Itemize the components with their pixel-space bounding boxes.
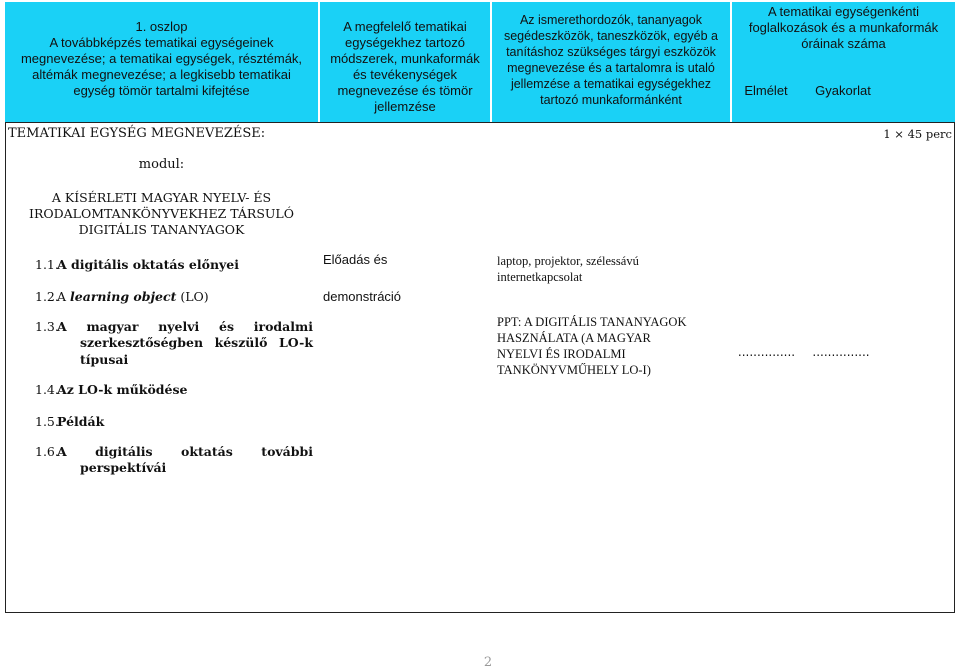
header-theory: Elmélet [744,83,788,98]
practice-hours-placeholder: ............... [812,345,870,359]
header-cell-tools [492,2,730,122]
header-line: megnevezése és a tartalomra is utaló [507,61,715,75]
method-line: Előadás és [323,252,388,267]
header-line: foglalkozások és a munkaformák [748,20,939,35]
equipment-line: laptop, projektor, szélessávú [497,254,639,268]
equipment-line: internetkapcsolat [497,270,583,284]
topic-number: 1.6. [35,444,59,459]
material-line: TANKÖNYVMŰHELY LO-I) [497,363,651,377]
topic-number: 1.2. [35,289,59,304]
topic-text: Az LO-k működése [57,382,188,397]
topic-text: típusai [80,352,129,367]
unit-duration: 1 × 45 perc [883,127,952,141]
header-line: jellemzése a tematikai egységekhez [510,77,712,91]
header-line: módszerek, munkaformák [330,51,480,66]
header-line: és tevékenységek [352,67,458,82]
header-cell-methods [320,2,490,122]
topic-text-post: (LO) [176,289,209,304]
topic-text: szerkesztőségben készülő LO-k [80,335,313,350]
topic-text [57,289,209,305]
page-number: 2 [483,655,493,670]
header-line: megnevezése és tömör [337,83,473,98]
theory-hours-placeholder: ............... [737,345,796,359]
topic-text: perspektívái [80,460,167,475]
header-line: A megfelelő tematikai [343,19,467,34]
header-line: segédeszközök, taneszközök, egyéb a [503,29,719,43]
method-line: demonstráció [323,289,402,304]
header-line: tartozó munkaformánként [540,93,682,107]
unit-label: TEMATIKAI EGYSÉG MEGNEVEZÉSE: [8,126,266,141]
topic-text-pre: A [57,289,71,304]
material-line: PPT: A DIGITÁLIS TANANYAGOK [497,315,687,329]
topic-text: A magyar nyelvi és irodalmi [57,319,313,334]
topic-text: A digitális oktatás további [57,444,313,459]
topic-number: 1.1. [35,257,59,272]
topic-number: 1.4. [35,382,59,397]
header-cell-hours [732,2,955,122]
module-label: modul: [138,157,185,172]
header-cell-topics [5,2,318,122]
unit-title-line: A KÍSÉRLETI MAGYAR NYELV- ÉS [51,190,272,205]
header-line: A továbbképzés tematikai egységeinek [49,35,274,50]
unit-title-line: DIGITÁLIS TANANYAGOK [78,222,245,237]
header-line: altémák megnevezése; a legkisebb tematikai [32,67,291,82]
topic-text: Példák [57,414,105,429]
header-line: megnevezése; a tematikai egységek, résztémák, [20,51,303,66]
topic-text: A digitális oktatás előnyei [57,257,240,272]
topic-number: 1.5. [35,414,59,429]
topic-number: 1.3. [35,319,59,334]
header-line: tanításhoz szükséges tárgyi eszközök [506,45,716,59]
material-line: NYELVI ÉS IRODALMI [497,347,626,361]
header-line: óráinak száma [801,36,886,51]
header-practice: Gyakorlat [815,83,871,98]
header-line: Az ismerethordozók, tananyagok [519,13,703,27]
material-line: HASZNÁLATA (A MAGYAR [497,331,651,345]
header-line: egységekhez tartozó [345,35,465,50]
header-line: egység tömör tartalmi kifejtése [73,83,250,98]
header-line: A tematikai egységenkénti [767,4,920,19]
header-line: jellemzése [374,99,436,114]
topic-text-emphasis: learning object [70,289,177,304]
header-line: 1. oszlop [135,19,188,34]
unit-title-line: IRODALOMTANKÖNYVEKHEZ TÁRSULÓ [29,206,294,221]
